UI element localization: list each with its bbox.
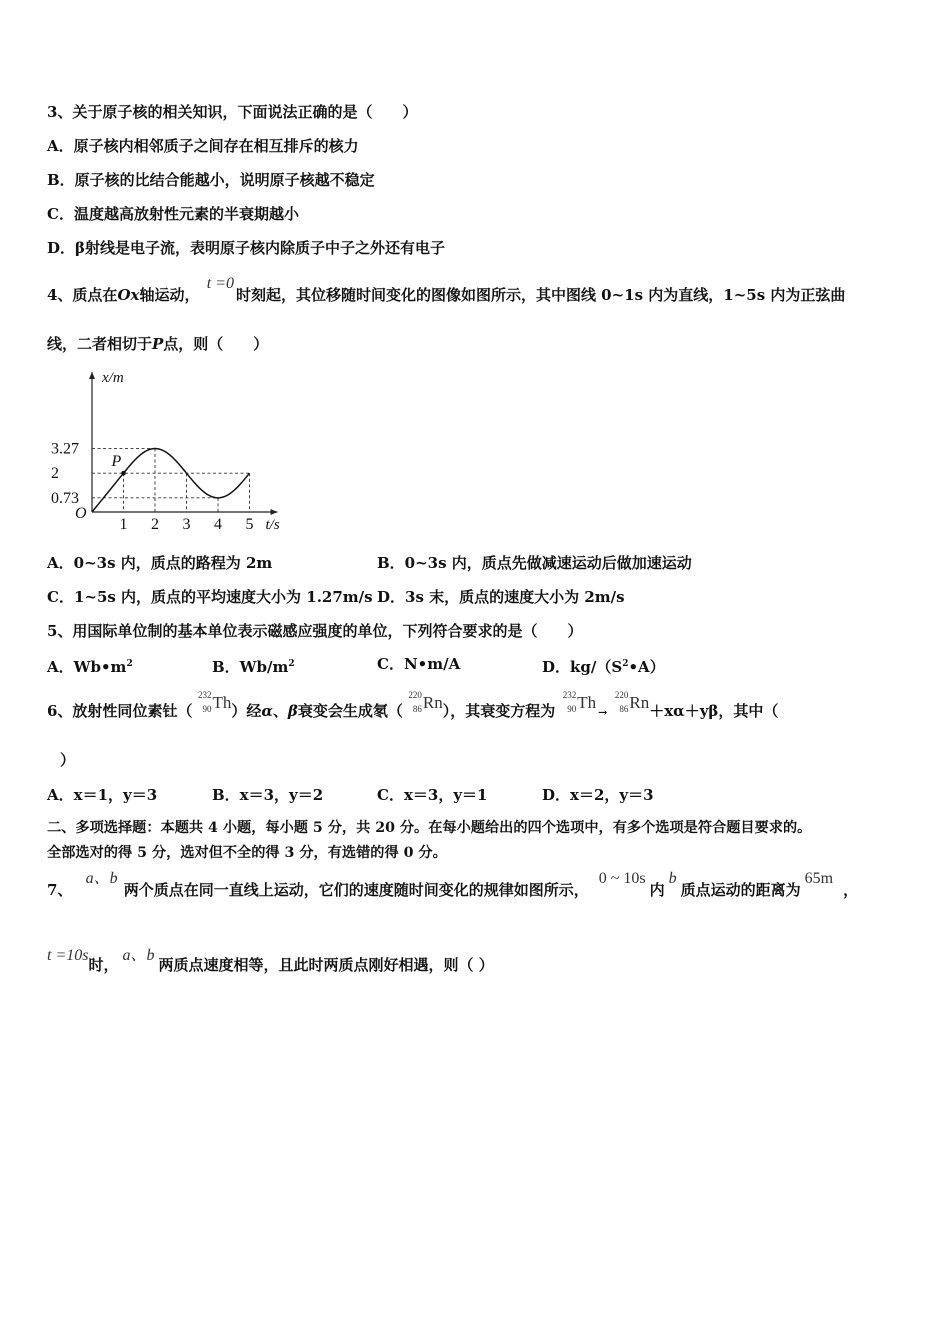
- y-tick-label: 0.73: [51, 489, 79, 507]
- q6-stem-line1: 6、放射性同位素钍（ 232 90 Th）经α、β衰变会生成氡（ 220 86 Rn），其衰变方程为 232 90 Th→ 220 86 Rn＋xα＋yβ，其中（: [47, 690, 779, 720]
- q4-stem-line1: 4、质点在Ox轴运动， t =0时刻起，其位移随时间变化的图像如图所示，其中图线 0~1s 内为直线，1~5s 内为正弦曲: [47, 275, 846, 304]
- q3-option-b: B．原子核的比结合能越小，说明原子核越不稳定: [47, 171, 375, 189]
- q4-option-c: C．1~5s 内，质点的平均速度大小为 1.27m/s: [47, 588, 373, 606]
- x-tick-label: 1: [119, 516, 128, 533]
- q7-stem-line1: 7、 a、b两个质点在同一直线上运动，它们的速度随时间变化的规律如图所示，0 ~ 10s内b质点运动的距离为65m，: [47, 870, 859, 899]
- q5-option-a: A．$Wb•m^2$: [47, 658, 133, 676]
- q4-stem-line2: 线，二者相切于P点，则（ ）: [47, 335, 269, 353]
- thorium-nuclide-equation: 232 90 Th: [562, 690, 597, 714]
- radon-nuclide: 220 86 Rn: [408, 690, 443, 714]
- q3-option-a: A．原子核内相邻质子之间存在相互排斥的核力: [47, 137, 359, 155]
- q5-option-c: C．N•m/A: [377, 655, 461, 673]
- q6-option-a: A．x＝1，y＝3: [47, 786, 158, 804]
- q4-option-b: B．0~3s 内，质点先做减速运动后做加速运动: [377, 554, 692, 572]
- point-p-marker: [121, 471, 126, 476]
- x-axis-arrow: [271, 509, 278, 515]
- q3-stem: 3、关于原子核的相关知识，下面说法正确的是（ ）: [47, 103, 418, 121]
- x-axis-label: t/s: [265, 517, 280, 533]
- q7-stem-line2: t =10s时，a、b两质点速度相等，且此时两质点刚好相遇，则（ ）: [47, 947, 494, 974]
- q3-option-c: C．温度越高放射性元素的半衰期越小: [47, 205, 299, 223]
- q6-stem-line2: ）: [60, 751, 76, 769]
- position-time-graph: [45, 364, 295, 534]
- x-tick-label: 5: [245, 516, 254, 533]
- q5-option-b: B．$Wb/m^2$: [212, 658, 295, 676]
- q5-stem: 5、用国际单位制的基本单位表示磁感应强度的单位，下列符合要求的是（ ）: [47, 622, 583, 640]
- q4-option-a: A．0~3s 内，质点的路程为 2m: [47, 554, 273, 572]
- point-p-label: P: [111, 453, 122, 471]
- origin-label: O: [75, 505, 87, 522]
- q6-option-b: B．x＝3，y＝2: [212, 786, 324, 804]
- q5-option-d: D．$kg/(S^2•A)$: [542, 658, 665, 676]
- y-axis-arrow: [89, 372, 95, 379]
- radon-nuclide-equation: 220 86 Rn: [614, 690, 650, 714]
- x-tick-label: 3: [182, 516, 191, 533]
- q3-option-d: D．β射线是电子流，表明原子核内除质子中子之外还有电子: [47, 239, 445, 257]
- thorium-nuclide: 232 90 Th: [197, 690, 232, 714]
- y-axis-label: x/m: [102, 370, 124, 386]
- q6-option-c: C．x＝3，y＝1: [377, 786, 488, 804]
- q4-option-d: D．3s 末，质点的速度大小为 2m/s: [377, 588, 625, 606]
- q6-option-d: D．x＝2，y＝3: [542, 786, 654, 804]
- ox-axis: Ox: [117, 286, 140, 304]
- x-tick-label: 2: [151, 516, 159, 533]
- section2-heading-line1: 二、多项选择题：本题共 4 小题，每小题 5 分，共 20 分。在每小题给出的四个选项中，有多个选项是符合题目要求的。: [47, 820, 812, 836]
- y-tick-label: 2: [51, 465, 59, 483]
- x-tick-label: 4: [214, 516, 222, 533]
- y-tick-label: 3.27: [51, 440, 79, 458]
- arrow-icon: →: [598, 706, 608, 719]
- t-equals-zero: t =0: [206, 275, 234, 292]
- section2-heading-line2: 全部选对的得 5 分，选对但不全的得 3 分，有选错的得 0 分。: [47, 845, 447, 861]
- line-segment-0-1s: [92, 473, 124, 512]
